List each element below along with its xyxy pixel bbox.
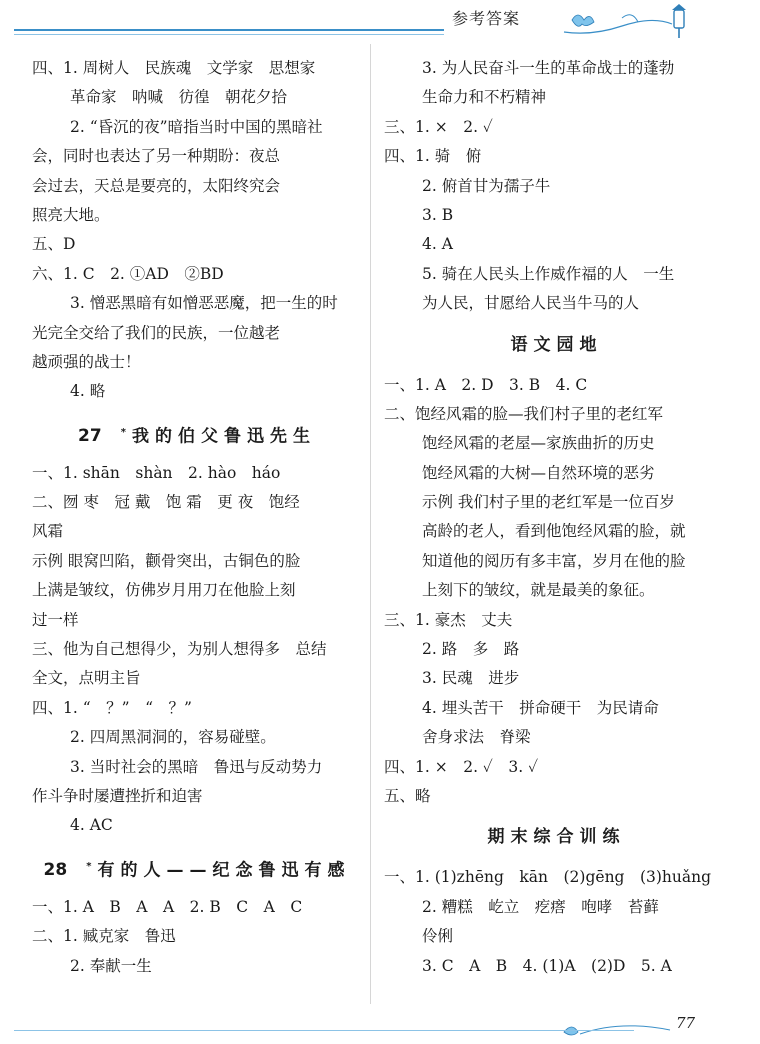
answer-line: 高龄的老人，看到他饱经风霜的脸，就 bbox=[422, 522, 686, 541]
left-column bbox=[32, 54, 362, 981]
header-rule bbox=[14, 29, 444, 31]
answer-line: 舍身求法 脊梁 bbox=[422, 728, 531, 747]
answer-line: 3. 为人民奋斗一生的革命战士的蓬勃 bbox=[422, 59, 675, 77]
answer-line: 为人民，甘愿给人民当牛马的人 bbox=[422, 294, 640, 313]
answer-line: 上刻下的皱纹，就是最美的象征。 bbox=[422, 581, 655, 600]
answer-line: 四、1. × 2. ✓ 3. ✓ bbox=[384, 757, 539, 776]
section-number: 27 bbox=[78, 426, 102, 447]
answer-line: 会，同时也表达了另一种期盼：夜总 bbox=[32, 147, 281, 166]
section-title bbox=[32, 841, 362, 893]
butterfly-lamp-decoration-icon bbox=[562, 2, 702, 38]
section-title bbox=[384, 811, 729, 863]
answer-line: 五、略 bbox=[384, 786, 431, 805]
answer-line: 3. 民魂 进步 bbox=[422, 669, 520, 688]
answer-line: 生命力和不朽精神 bbox=[422, 88, 547, 107]
answer-line: 2. “昏沉的夜”暗指当时中国的黑暗社 bbox=[70, 117, 323, 136]
answer-line: 饱经风霜的大树—自然环境的恶劣 bbox=[422, 463, 655, 482]
answer-line: 4. AC bbox=[70, 816, 113, 835]
answer-line: 全文，点明主旨 bbox=[32, 669, 141, 688]
answer-line: 二、饱经风霜的脸—我们村子里的老红军 bbox=[384, 404, 664, 423]
answer-line: 过一样 bbox=[32, 610, 79, 629]
answer-line: 四、1. “ ？” “ ？” bbox=[32, 698, 192, 717]
section-title-text: 我的伯父鲁迅先生 bbox=[131, 426, 316, 447]
section-title-text: 期末综合训练 bbox=[487, 827, 626, 848]
answer-line: 3. 当时社会的黑暗 鲁迅与反动势力 bbox=[70, 757, 323, 776]
answer-line: 知道他的阅历有多丰富，岁月在他的脸 bbox=[422, 551, 686, 570]
answer-line: 会过去，天总是要亮的，太阳终究会 bbox=[32, 176, 281, 195]
section-title bbox=[32, 407, 362, 459]
answer-line: 4. 略 bbox=[70, 382, 106, 401]
answer-line: 四、1. 周树人 民族魂 文学家 思想家 bbox=[32, 59, 316, 77]
answer-line: 2. 俯首甘为孺子牛 bbox=[422, 176, 551, 195]
answer-line: 六、1. C 2. ①AD ②BD bbox=[32, 264, 224, 283]
answer-line: 5. 骑在人民头上作威作福的人 一生 bbox=[422, 264, 675, 283]
answer-line: 2. 糟糕 屹立 疙瘩 咆哮 苔藓 bbox=[422, 897, 659, 916]
answer-line: 二、囫 枣 冠 戴 饱 霜 更 夜 饱经 bbox=[32, 493, 300, 512]
answer-line: 三、他为自己想得少，为别人想得多 总结 bbox=[32, 640, 327, 659]
answer-line: 饱经风霜的老屋—家族曲折的历史 bbox=[422, 434, 655, 453]
header-title: 参考答案 bbox=[452, 9, 521, 28]
answer-line: 2. 奉献一生 bbox=[70, 956, 152, 975]
answer-line: 2. 路 多 路 bbox=[422, 640, 520, 659]
answer-line: 一、1. A B A A 2. B C A C bbox=[32, 897, 303, 916]
answer-line: 作斗争时屡遭挫折和迫害 bbox=[32, 786, 203, 805]
answer-line: 示例 眼窝凹陷，颧骨突出，古铜色的脸 bbox=[32, 551, 301, 570]
section-title bbox=[384, 319, 729, 371]
answer-line: 3. B bbox=[422, 205, 454, 224]
answer-line: 五、D bbox=[32, 235, 76, 254]
page-number: 77 bbox=[676, 1014, 696, 1032]
answer-line: 革命家 呐喊 彷徨 朝花夕拾 bbox=[70, 88, 288, 107]
answer-line: 三、1. 豪杰 丈夫 bbox=[384, 610, 513, 629]
answer-line: 上满是皱纹，仿佛岁月用刀在他脸上刻 bbox=[32, 581, 296, 600]
column-divider bbox=[370, 44, 371, 1004]
footer-rule bbox=[14, 1030, 634, 1031]
answer-line: 照亮大地。 bbox=[32, 205, 110, 224]
answer-line: 伶俐 bbox=[422, 927, 454, 946]
header-rule-thin bbox=[14, 34, 444, 35]
answer-line: 越顽强的战士！ bbox=[32, 352, 141, 371]
optional-star-icon: * bbox=[86, 860, 98, 872]
answer-line: 2. 四周黑洞洞的，容易碰壁。 bbox=[70, 728, 276, 747]
right-column bbox=[384, 54, 729, 981]
answer-line: 三、1. × 2. ✓ bbox=[384, 117, 493, 136]
section-title-text: 有的人——纪念鲁迅有感 bbox=[97, 860, 351, 881]
answer-line: 一、1. (1)zhēng kān (2)gēng (3)huǎng bbox=[384, 868, 712, 887]
answer-line: 4. A bbox=[422, 235, 453, 254]
section-title-text: 语文园地 bbox=[510, 334, 603, 355]
answer-line: 示例 我们村子里的老红军是一位百岁 bbox=[422, 493, 675, 512]
answer-line: 风霜 bbox=[32, 522, 64, 541]
answer-line: 4. 埋头苦干 拼命硬干 为民请命 bbox=[422, 698, 659, 717]
answer-line: 四、1. 骑 俯 bbox=[384, 147, 482, 166]
answer-line: 二、1. 臧克家 鲁迅 bbox=[32, 927, 176, 946]
answer-line: 一、1. shān shàn 2. hào háo bbox=[32, 463, 281, 482]
answer-line: 光完全交给了我们的民族，一位越老 bbox=[32, 323, 281, 342]
answer-line: 一、1. A 2. D 3. B 4. C bbox=[384, 375, 588, 394]
answer-line: 3. 憎恶黑暗有如憎恶恶魔，把一生的时 bbox=[70, 294, 338, 313]
footer-decoration-icon bbox=[560, 1016, 680, 1040]
optional-star-icon: * bbox=[120, 426, 132, 438]
answer-line: 3. C A B 4. (1)A (2)D 5. A bbox=[422, 956, 672, 975]
page-header bbox=[0, 0, 760, 40]
section-number: 28 bbox=[43, 860, 68, 881]
